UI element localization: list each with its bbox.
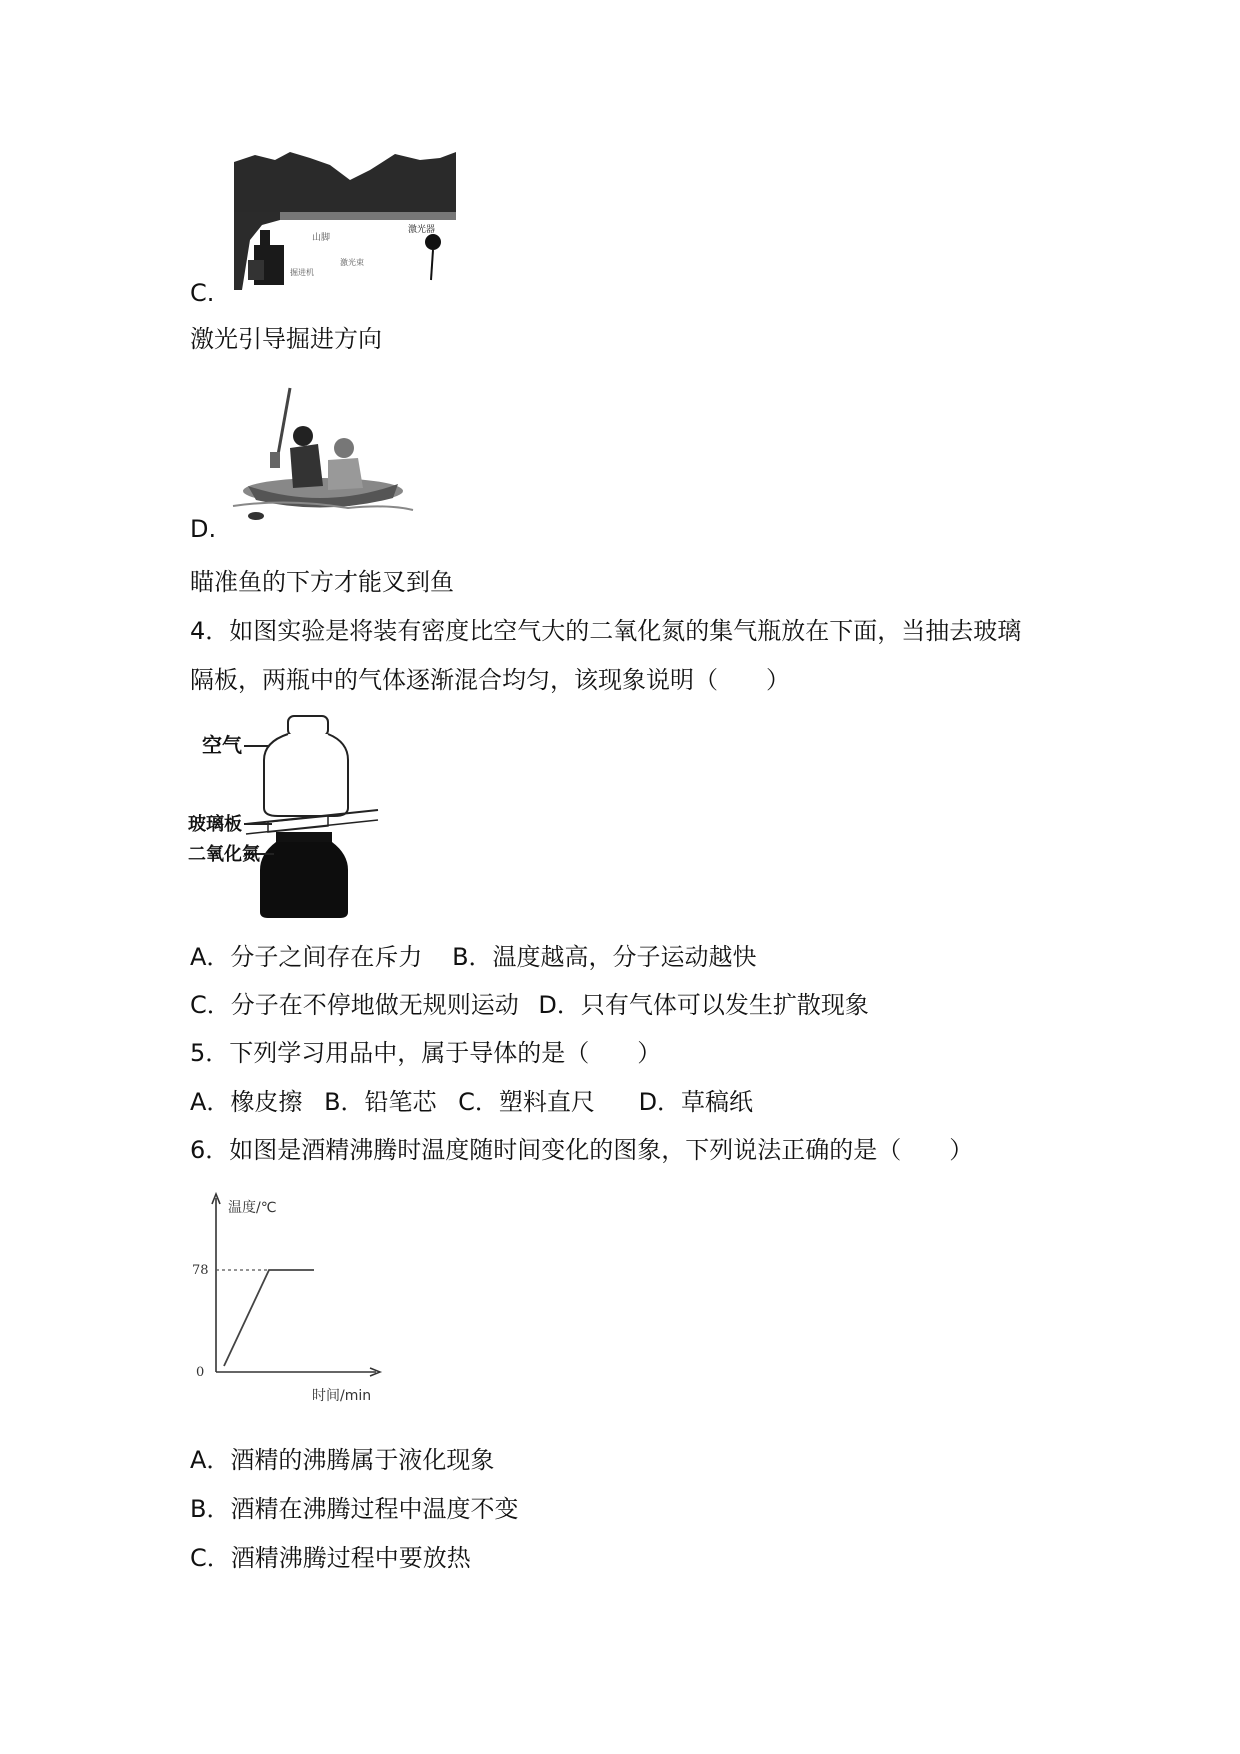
label-laser: 激光器 bbox=[408, 225, 436, 235]
option-letter-d: D. bbox=[190, 515, 217, 543]
temperature-time-chart bbox=[186, 1190, 386, 1410]
label-glass-plate: 玻璃板 bbox=[188, 814, 242, 835]
tunneling-photo bbox=[230, 150, 458, 294]
q5-option-b[interactable]: B．铅笔芯 bbox=[324, 1088, 437, 1116]
q5-option-c[interactable]: C．塑料直尺 bbox=[458, 1088, 595, 1116]
q6-option-c[interactable]: C．酒精沸腾过程中要放热 bbox=[190, 1544, 471, 1572]
x-axis-label: 时间/min bbox=[312, 1388, 372, 1404]
q4-option-b[interactable]: B．温度越高，分子运动越快 bbox=[452, 943, 757, 971]
q5-stem: 5．下列学习用品中，属于导体的是（ ） bbox=[190, 1039, 662, 1067]
q4-stem-line2: 隔板，两瓶中的气体逐渐混合均匀，该现象说明（ ） bbox=[190, 666, 790, 694]
q6-stem: 6．如图是酒精沸腾时温度随时间变化的图象，下列说法正确的是（ ） bbox=[190, 1136, 974, 1164]
q4-stem-line1: 4．如图实验是将装有密度比空气大的二氧化氮的集气瓶放在下面，当抽去玻璃 bbox=[190, 617, 1022, 645]
y-axis-label: 温度/℃ bbox=[228, 1200, 277, 1216]
q5-option-d[interactable]: D．草稿纸 bbox=[638, 1088, 754, 1116]
q4-options-row2 bbox=[190, 988, 869, 1022]
y-tick-78: 78 bbox=[192, 1263, 209, 1278]
option-letter-c: C. bbox=[190, 279, 215, 307]
q4-options-row1 bbox=[190, 940, 757, 974]
q4-option-d[interactable]: D．只有气体可以发生扩散现象 bbox=[538, 991, 869, 1019]
q4-option-a[interactable]: A．分子之间存在斥力 bbox=[190, 943, 423, 971]
y-tick-0: 0 bbox=[196, 1365, 205, 1380]
label-beam: 激光束 bbox=[340, 258, 364, 267]
label-air: 空气 bbox=[202, 733, 242, 757]
q4-option-c[interactable]: C．分子在不停地做无规则运动 bbox=[190, 991, 519, 1019]
q6-option-a[interactable]: A．酒精的沸腾属于液化现象 bbox=[190, 1446, 495, 1474]
series-line bbox=[224, 1270, 314, 1366]
caption-c: 激光引导掘进方向 bbox=[190, 325, 382, 353]
label-mountain: 山脚 bbox=[312, 233, 331, 243]
label-machine: 掘进机 bbox=[290, 268, 314, 277]
q6-option-b[interactable]: B．酒精在沸腾过程中温度不变 bbox=[190, 1495, 519, 1523]
q5-option-a[interactable]: A．橡皮擦 bbox=[190, 1088, 303, 1116]
caption-d: 瞄准鱼的下方才能叉到鱼 bbox=[190, 568, 454, 596]
q5-options-row bbox=[190, 1085, 753, 1119]
fishing-photo bbox=[228, 386, 418, 526]
label-no2: 二氧化氮 bbox=[188, 844, 260, 865]
diffusion-figure bbox=[188, 712, 388, 922]
